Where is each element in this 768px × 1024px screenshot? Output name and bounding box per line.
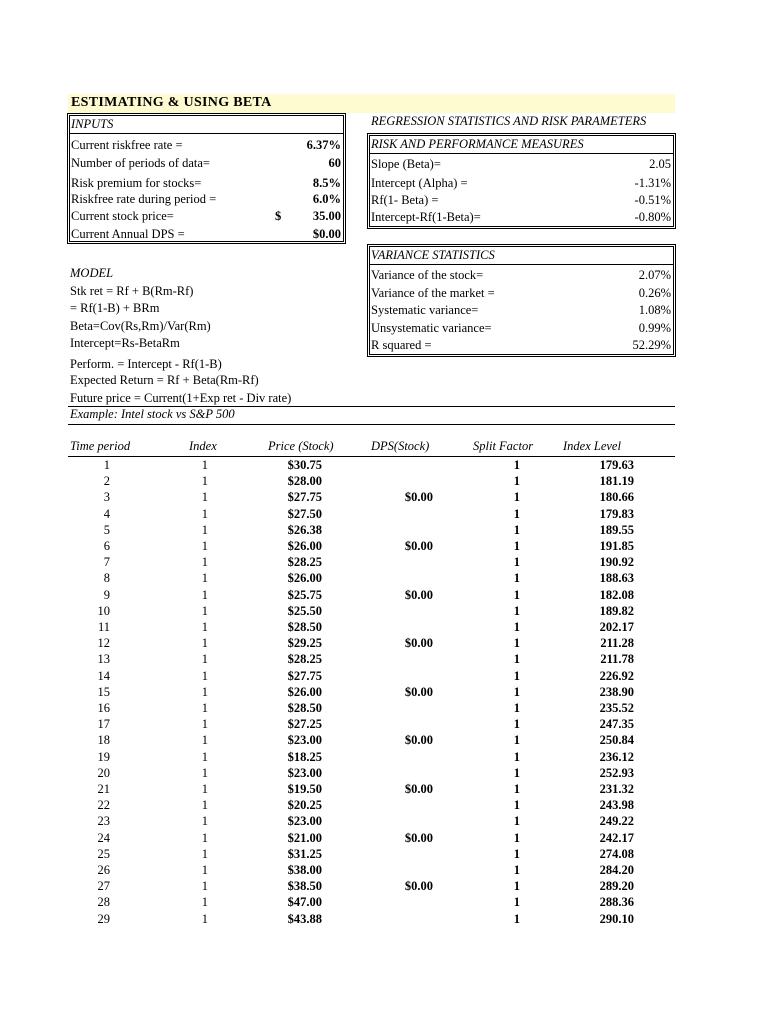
model-formula: Future price = Current(1+Exp ret - Div rate) bbox=[70, 391, 292, 405]
cell-price[interactable]: $26.38 bbox=[287, 522, 322, 537]
input-row[interactable] bbox=[70, 191, 343, 208]
cell-time-period[interactable]: 7 bbox=[103, 555, 110, 570]
variance-row bbox=[370, 320, 673, 337]
cell-dps[interactable]: $0.00 bbox=[404, 684, 433, 699]
col-header-index-level: Index Level bbox=[563, 439, 621, 453]
cell-index[interactable]: 1 bbox=[201, 555, 208, 570]
cell-split-factor[interactable]: 1 bbox=[513, 668, 520, 683]
cell-index[interactable]: 1 bbox=[201, 701, 208, 715]
cell-index-level[interactable]: 236.12 bbox=[599, 749, 634, 764]
table-row bbox=[0, 489, 768, 505]
table-row bbox=[0, 668, 768, 684]
cell-time-period[interactable]: 20 bbox=[97, 765, 110, 780]
table-row bbox=[0, 700, 768, 716]
cell-index-level[interactable]: 182.08 bbox=[599, 587, 634, 602]
cell-split-factor[interactable]: 1 bbox=[513, 620, 520, 634]
table-row bbox=[0, 587, 768, 603]
table-row bbox=[0, 684, 768, 700]
cell-index-level[interactable]: 189.82 bbox=[599, 603, 634, 618]
risk-value: -0.51% bbox=[634, 193, 671, 207]
cell-price[interactable]: $27.50 bbox=[287, 506, 322, 521]
cell-index[interactable]: 1 bbox=[201, 879, 208, 894]
table-row bbox=[0, 716, 768, 732]
cell-time-period[interactable]: 9 bbox=[103, 587, 110, 602]
example-caption: Example: Intel stock vs S&P 500 bbox=[70, 407, 235, 421]
cell-index-level[interactable]: 231.32 bbox=[599, 782, 634, 796]
cell-split-factor[interactable]: 1 bbox=[513, 749, 520, 764]
cell-time-period[interactable]: 13 bbox=[97, 652, 110, 667]
cell-index-level[interactable]: 288.36 bbox=[599, 895, 634, 910]
table-row bbox=[0, 797, 768, 813]
variance-row bbox=[370, 285, 673, 302]
cell-index-level[interactable]: 202.17 bbox=[599, 620, 634, 634]
cell-time-period[interactable]: 23 bbox=[97, 814, 110, 829]
risk-label: Intercept-Rf(1-Beta)= bbox=[371, 210, 481, 224]
cell-split-factor[interactable]: 1 bbox=[513, 474, 520, 489]
cell-dps[interactable]: $0.00 bbox=[404, 879, 433, 894]
model-formula: Expected Return = Rf + Beta(Rm-Rf) bbox=[70, 373, 259, 387]
cell-dps[interactable]: $0.00 bbox=[404, 539, 433, 553]
table-row bbox=[0, 862, 768, 878]
table-row bbox=[0, 522, 768, 538]
cell-index[interactable]: 1 bbox=[201, 717, 208, 732]
variance-label: Systematic variance= bbox=[371, 303, 479, 317]
currency-symbol: $ bbox=[275, 209, 282, 223]
input-row[interactable] bbox=[70, 137, 343, 154]
inputs-box bbox=[67, 113, 346, 244]
risk-header bbox=[370, 136, 673, 154]
cell-time-period[interactable]: 2 bbox=[103, 474, 110, 489]
cell-time-period[interactable]: 26 bbox=[97, 863, 110, 877]
input-row[interactable] bbox=[70, 208, 343, 225]
cell-split-factor[interactable]: 1 bbox=[513, 798, 520, 813]
cell-price[interactable]: $38.00 bbox=[287, 863, 322, 877]
table-row bbox=[0, 570, 768, 586]
cell-index[interactable]: 1 bbox=[201, 587, 208, 602]
input-row[interactable] bbox=[70, 155, 343, 172]
cell-dps[interactable]: $0.00 bbox=[404, 733, 433, 748]
cell-index-level[interactable]: 238.90 bbox=[599, 684, 634, 699]
cell-price[interactable]: $20.25 bbox=[287, 798, 322, 813]
input-label: Riskfree rate during period = bbox=[71, 192, 217, 206]
cell-index-level[interactable]: 247.35 bbox=[599, 717, 634, 732]
cell-time-period[interactable]: 5 bbox=[103, 522, 110, 537]
cell-split-factor[interactable]: 1 bbox=[513, 603, 520, 618]
input-value[interactable]: 6.0% bbox=[312, 192, 341, 206]
variance-label: Variance of the stock= bbox=[371, 268, 484, 282]
table-row bbox=[0, 506, 768, 522]
cell-index[interactable]: 1 bbox=[201, 458, 208, 472]
cell-split-factor[interactable]: 1 bbox=[513, 490, 520, 505]
cell-index-level[interactable]: 226.92 bbox=[599, 668, 634, 683]
cell-index[interactable]: 1 bbox=[201, 571, 208, 586]
table-row bbox=[0, 781, 768, 797]
variance-box bbox=[367, 244, 676, 357]
variance-value: 1.08% bbox=[638, 303, 671, 317]
cell-index[interactable]: 1 bbox=[201, 636, 208, 651]
cell-index-level[interactable]: 284.20 bbox=[599, 863, 634, 877]
table-row bbox=[0, 878, 768, 894]
variance-label: Variance of the market = bbox=[371, 286, 495, 300]
cell-index[interactable]: 1 bbox=[201, 490, 208, 505]
risk-label: Intercept (Alpha) = bbox=[371, 176, 468, 190]
cell-price[interactable]: $27.25 bbox=[287, 717, 322, 732]
cell-index[interactable]: 1 bbox=[201, 522, 208, 537]
cell-index[interactable]: 1 bbox=[201, 506, 208, 521]
risk-label: Rf(1- Beta) = bbox=[371, 193, 439, 207]
cell-price[interactable]: $26.00 bbox=[287, 684, 322, 699]
cell-split-factor[interactable]: 1 bbox=[513, 733, 520, 748]
cell-price[interactable]: $23.00 bbox=[287, 814, 322, 829]
input-label: Current riskfree rate = bbox=[71, 138, 183, 152]
variance-value: 52.29% bbox=[632, 338, 671, 352]
cell-split-factor[interactable]: 1 bbox=[513, 782, 520, 796]
cell-dps[interactable]: $0.00 bbox=[404, 587, 433, 602]
cell-index-level[interactable]: 290.10 bbox=[599, 911, 634, 926]
cell-dps[interactable]: $0.00 bbox=[404, 490, 433, 505]
table-row bbox=[0, 473, 768, 489]
cell-price[interactable]: $28.25 bbox=[287, 652, 322, 667]
input-value[interactable]: 35.00 bbox=[312, 209, 341, 223]
cell-split-factor[interactable]: 1 bbox=[513, 571, 520, 586]
cell-index-level[interactable]: 252.93 bbox=[599, 765, 634, 780]
cell-index-level[interactable]: 188.63 bbox=[599, 571, 634, 586]
model-formula: Intercept=Rs-BetaRm bbox=[70, 336, 180, 350]
cell-index[interactable]: 1 bbox=[201, 749, 208, 764]
cell-index-level[interactable]: 211.78 bbox=[600, 652, 634, 667]
cell-index[interactable]: 1 bbox=[201, 733, 208, 748]
table-row bbox=[0, 830, 768, 846]
cell-price[interactable]: $18.25 bbox=[287, 749, 322, 764]
variance-heading: VARIANCE STATISTICS bbox=[371, 248, 495, 262]
risk-value: 2.05 bbox=[649, 157, 671, 171]
cell-split-factor[interactable]: 1 bbox=[513, 636, 520, 651]
table-row bbox=[0, 651, 768, 667]
risk-row bbox=[370, 192, 673, 209]
risk-heading: RISK AND PERFORMANCE MEASURES bbox=[371, 137, 584, 151]
input-label: Current stock price= bbox=[71, 209, 174, 223]
cell-price[interactable]: $21.00 bbox=[287, 830, 322, 845]
cell-index[interactable]: 1 bbox=[201, 603, 208, 618]
regression-heading: REGRESSION STATISTICS AND RISK PARAMETERS bbox=[371, 114, 647, 128]
cell-time-period[interactable]: 25 bbox=[97, 846, 110, 861]
cell-time-period[interactable]: 8 bbox=[103, 571, 110, 586]
cell-index[interactable]: 1 bbox=[201, 846, 208, 861]
variance-row bbox=[370, 267, 673, 284]
cell-split-factor[interactable]: 1 bbox=[513, 587, 520, 602]
variance-row bbox=[370, 337, 673, 354]
table-row bbox=[0, 635, 768, 651]
cell-index[interactable]: 1 bbox=[201, 684, 208, 699]
cell-price[interactable]: $19.50 bbox=[287, 782, 322, 796]
cell-time-period[interactable]: 28 bbox=[97, 895, 110, 910]
risk-row bbox=[370, 175, 673, 192]
table-row bbox=[0, 813, 768, 829]
cell-index-level[interactable]: 250.84 bbox=[599, 733, 634, 748]
cell-time-period[interactable]: 3 bbox=[103, 490, 110, 505]
table-row bbox=[0, 457, 768, 473]
cell-time-period[interactable]: 11 bbox=[97, 620, 110, 634]
input-row[interactable] bbox=[70, 226, 343, 243]
col-header-time-period: Time period bbox=[70, 439, 131, 453]
cell-price[interactable]: $47.00 bbox=[287, 895, 322, 910]
table-row bbox=[0, 911, 768, 927]
cell-split-factor[interactable]: 1 bbox=[513, 506, 520, 521]
cell-price[interactable]: $28.50 bbox=[287, 620, 322, 634]
cell-price[interactable]: $23.00 bbox=[287, 733, 322, 748]
cell-index-level[interactable]: 191.85 bbox=[599, 539, 634, 553]
cell-time-period[interactable]: 6 bbox=[103, 539, 110, 553]
cell-split-factor[interactable]: 1 bbox=[513, 684, 520, 699]
cell-price[interactable]: $26.00 bbox=[287, 539, 322, 553]
input-row[interactable] bbox=[70, 175, 343, 192]
cell-time-period[interactable]: 1 bbox=[103, 458, 110, 472]
cell-index[interactable]: 1 bbox=[201, 814, 208, 829]
page-title: ESTIMATING & USING BETA bbox=[71, 95, 272, 110]
model-heading: MODEL bbox=[70, 266, 114, 280]
cell-index[interactable]: 1 bbox=[201, 798, 208, 813]
cell-price[interactable]: $25.75 bbox=[287, 587, 322, 602]
cell-time-period[interactable]: 4 bbox=[103, 506, 110, 521]
variance-label: R squared = bbox=[371, 338, 432, 352]
cell-split-factor[interactable]: 1 bbox=[513, 717, 520, 732]
cell-index[interactable]: 1 bbox=[201, 830, 208, 845]
table-row bbox=[0, 603, 768, 619]
cell-split-factor[interactable]: 1 bbox=[513, 522, 520, 537]
input-value[interactable]: 6.37% bbox=[306, 138, 341, 152]
cell-index-level[interactable]: 249.22 bbox=[599, 814, 634, 829]
cell-split-factor[interactable]: 1 bbox=[513, 765, 520, 780]
cell-index-level[interactable]: 289.20 bbox=[599, 879, 634, 894]
cell-time-period[interactable]: 10 bbox=[97, 603, 110, 618]
col-header-index: Index bbox=[189, 439, 217, 453]
table-row bbox=[0, 538, 768, 554]
risk-label: Slope (Beta)= bbox=[371, 157, 441, 171]
cell-index[interactable]: 1 bbox=[201, 782, 208, 796]
cell-index-level[interactable]: 179.83 bbox=[599, 506, 634, 521]
table-row bbox=[0, 765, 768, 781]
cell-time-period[interactable]: 22 bbox=[97, 798, 110, 813]
inputs-heading: INPUTS bbox=[71, 117, 114, 131]
input-label: Number of periods of data= bbox=[71, 156, 210, 170]
variance-value: 2.07% bbox=[638, 268, 671, 282]
table-row bbox=[0, 846, 768, 862]
cell-index-level[interactable]: 190.92 bbox=[599, 555, 634, 570]
cell-price[interactable]: $26.00 bbox=[287, 571, 322, 586]
risk-measures-box bbox=[367, 133, 676, 229]
cell-price[interactable]: $28.50 bbox=[287, 701, 322, 715]
cell-index[interactable]: 1 bbox=[201, 895, 208, 910]
input-label: Current Annual DPS = bbox=[71, 227, 185, 241]
cell-index-level[interactable]: 180.66 bbox=[599, 490, 634, 505]
model-formula: Beta=Cov(Rs,Rm)/Var(Rm) bbox=[70, 319, 211, 333]
cell-price[interactable]: $27.75 bbox=[287, 668, 322, 683]
input-value[interactable]: 60 bbox=[328, 156, 341, 170]
cell-time-period[interactable]: 15 bbox=[97, 684, 110, 699]
table-row bbox=[0, 732, 768, 748]
variance-row bbox=[370, 302, 673, 319]
cell-price[interactable]: $23.00 bbox=[287, 765, 322, 780]
cell-split-factor[interactable]: 1 bbox=[513, 895, 520, 910]
cell-index[interactable]: 1 bbox=[201, 539, 208, 553]
cell-index[interactable]: 1 bbox=[201, 863, 208, 877]
cell-index-level[interactable]: 211.28 bbox=[600, 636, 634, 651]
cell-price[interactable]: $30.75 bbox=[287, 458, 322, 472]
cell-index-level[interactable]: 274.08 bbox=[599, 846, 634, 861]
risk-value: -0.80% bbox=[634, 210, 671, 224]
cell-price[interactable]: $25.50 bbox=[287, 603, 322, 618]
cell-price[interactable]: $29.25 bbox=[287, 636, 322, 651]
cell-dps[interactable]: $0.00 bbox=[404, 830, 433, 845]
cell-time-period[interactable]: 29 bbox=[97, 911, 110, 926]
risk-value: -1.31% bbox=[634, 176, 671, 190]
col-header-split-factor: Split Factor bbox=[473, 439, 534, 453]
cell-split-factor[interactable]: 1 bbox=[513, 458, 520, 472]
cell-index[interactable]: 1 bbox=[201, 620, 208, 634]
cell-split-factor[interactable]: 1 bbox=[513, 879, 520, 894]
variance-label: Unsystematic variance= bbox=[371, 321, 492, 335]
table-row bbox=[0, 749, 768, 765]
table-row bbox=[0, 619, 768, 635]
model-formula: Perform. = Intercept - Rf(1-B) bbox=[70, 357, 222, 371]
cell-time-period[interactable]: 27 bbox=[97, 879, 110, 894]
model-formula: = Rf(1-B) + BRm bbox=[70, 301, 160, 315]
variance-header bbox=[370, 247, 673, 265]
cell-index-level[interactable]: 243.98 bbox=[599, 798, 634, 813]
cell-split-factor[interactable]: 1 bbox=[513, 863, 520, 877]
cell-price[interactable]: $38.50 bbox=[287, 879, 322, 894]
cell-split-factor[interactable]: 1 bbox=[513, 911, 520, 926]
table-row bbox=[0, 894, 768, 910]
cell-index[interactable]: 1 bbox=[201, 668, 208, 683]
cell-index[interactable]: 1 bbox=[201, 911, 208, 926]
cell-time-period[interactable]: 14 bbox=[97, 668, 110, 683]
risk-row bbox=[370, 156, 673, 173]
cell-index-level[interactable]: 179.63 bbox=[599, 458, 634, 472]
input-value[interactable]: $0.00 bbox=[312, 227, 341, 241]
cell-time-period[interactable]: 17 bbox=[97, 717, 110, 732]
cell-index[interactable]: 1 bbox=[201, 652, 208, 667]
cell-index-level[interactable]: 189.55 bbox=[599, 522, 634, 537]
cell-dps[interactable]: $0.00 bbox=[404, 782, 433, 796]
cell-price[interactable]: $28.00 bbox=[287, 474, 322, 489]
cell-split-factor[interactable]: 1 bbox=[513, 701, 520, 715]
example-bottom-rule bbox=[68, 424, 675, 425]
variance-value: 0.99% bbox=[638, 321, 671, 335]
cell-price[interactable]: $28.25 bbox=[287, 555, 322, 570]
risk-row bbox=[370, 209, 673, 226]
cell-split-factor[interactable]: 1 bbox=[513, 539, 520, 553]
table-row bbox=[0, 554, 768, 570]
cell-split-factor[interactable]: 1 bbox=[513, 814, 520, 829]
cell-price[interactable]: $27.75 bbox=[287, 490, 322, 505]
cell-time-period[interactable]: 18 bbox=[97, 733, 110, 748]
input-value[interactable]: 8.5% bbox=[312, 176, 341, 190]
cell-index-level[interactable]: 235.52 bbox=[599, 701, 634, 715]
cell-time-period[interactable]: 19 bbox=[97, 749, 110, 764]
variance-value: 0.26% bbox=[638, 286, 671, 300]
cell-index[interactable]: 1 bbox=[201, 765, 208, 780]
cell-split-factor[interactable]: 1 bbox=[513, 830, 520, 845]
cell-split-factor[interactable]: 1 bbox=[513, 555, 520, 570]
col-header-dps: DPS(Stock) bbox=[371, 439, 430, 453]
cell-split-factor[interactable]: 1 bbox=[513, 846, 520, 861]
cell-index-level[interactable]: 242.17 bbox=[599, 830, 634, 845]
cell-time-period[interactable]: 21 bbox=[97, 782, 110, 796]
model-formula: Stk ret = Rf + B(Rm-Rf) bbox=[70, 284, 194, 298]
cell-index-level[interactable]: 181.19 bbox=[599, 474, 634, 489]
cell-price[interactable]: $31.25 bbox=[287, 846, 322, 861]
cell-index[interactable]: 1 bbox=[201, 474, 208, 489]
cell-dps[interactable]: $0.00 bbox=[404, 636, 433, 651]
cell-time-period[interactable]: 12 bbox=[97, 636, 110, 651]
cell-price[interactable]: $43.88 bbox=[287, 911, 322, 926]
cell-split-factor[interactable]: 1 bbox=[513, 652, 520, 667]
inputs-header bbox=[70, 116, 343, 134]
col-header-price: Price (Stock) bbox=[268, 439, 334, 453]
input-label: Risk premium for stocks= bbox=[71, 176, 202, 190]
cell-time-period[interactable]: 16 bbox=[97, 701, 110, 715]
cell-time-period[interactable]: 24 bbox=[97, 830, 110, 845]
